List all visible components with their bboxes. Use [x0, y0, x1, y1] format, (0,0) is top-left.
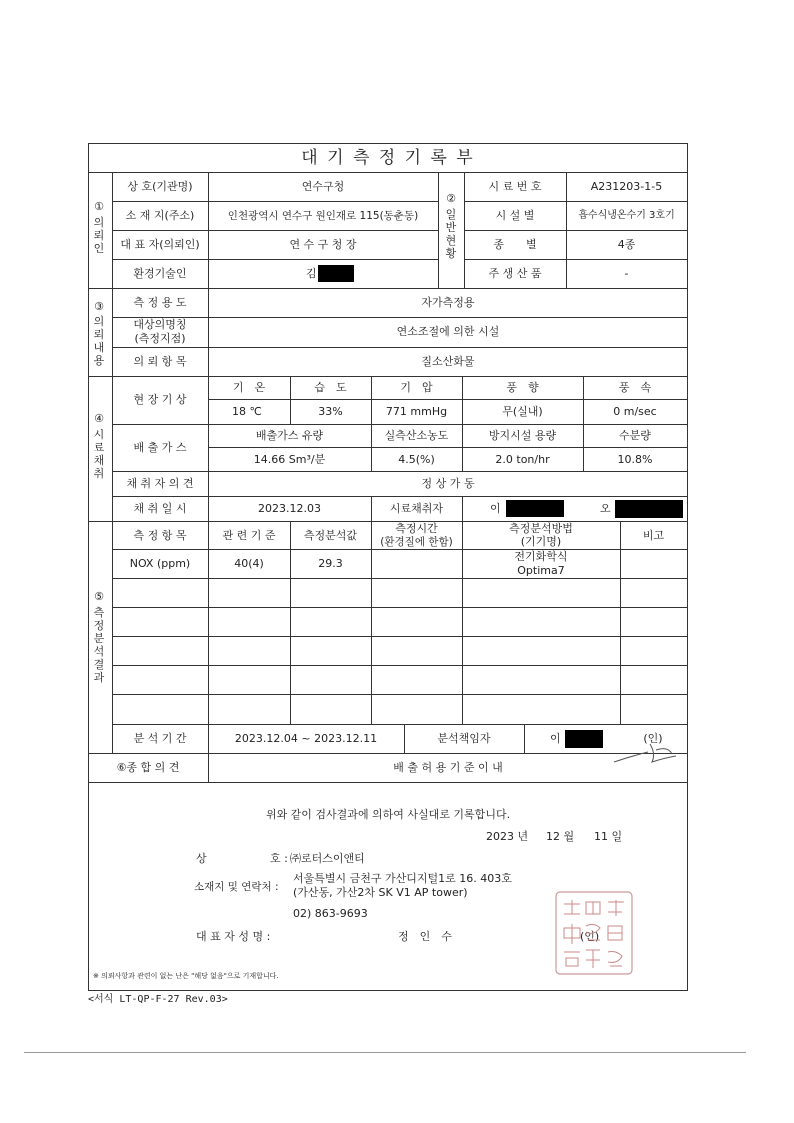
- issue-month: 12 월: [546, 830, 575, 843]
- overall-opinion: 배 출 허 용 기 준 이 내: [393, 761, 503, 774]
- result-device: Optima7: [517, 564, 565, 577]
- weather-header-pressure: 기 압: [400, 381, 433, 394]
- document-title: 대 기 측 정 기 록 부: [301, 148, 475, 168]
- sampling-date: 2023.12.03: [258, 502, 321, 515]
- product: -: [624, 267, 629, 280]
- weather-header-humidity: 습 도: [314, 381, 347, 394]
- sampler-opinion: 정 상 가 동: [421, 477, 475, 490]
- client-rep: 연 수 구 청 장: [289, 238, 357, 251]
- sample-no-label: 시 료 번 호: [488, 180, 542, 193]
- address-label: 소재지 및 연락처 :: [194, 881, 279, 893]
- address-line-2: (가산동, 가산2차 SK V1 AP tower): [293, 886, 468, 899]
- client-rep-label: 대 표 자(의뢰인): [120, 238, 200, 251]
- weather-header-wind-dir: 풍 향: [506, 381, 539, 394]
- class-label: 종 별: [493, 238, 537, 251]
- results-header-standard: 관 련 기 준: [222, 529, 276, 542]
- analysis-period-label: 분 석 기 간: [133, 732, 187, 745]
- weather-header-temp: 기 온: [232, 381, 266, 394]
- weather-wind-speed: 0 m/sec: [613, 405, 657, 418]
- sample-no: A231203-1-5: [590, 180, 663, 193]
- issue-year: 2023 년: [486, 830, 529, 843]
- weather-temp: 18 ℃: [232, 405, 262, 418]
- exhaust-header-moisture: 수분량: [619, 429, 651, 442]
- redaction-box: [615, 500, 683, 518]
- purpose: 자가측정용: [421, 296, 475, 309]
- results-header-value: 측정분석값: [303, 529, 358, 542]
- target-label-2: (측정지점): [134, 332, 186, 345]
- client-name-label: 상 호(기관명): [127, 180, 193, 193]
- analysis-period: 2023.12.04 ~ 2023.12.11: [234, 732, 378, 745]
- company-name: ㈜로터스이앤티: [290, 852, 365, 865]
- page-divider: [24, 1052, 746, 1053]
- result-standard: 40(4): [234, 557, 264, 570]
- results-header-method: 측정분석방법: [509, 522, 573, 535]
- exhaust-header-capacity: 방지시설 용량: [488, 429, 557, 442]
- exhaust-moisture: 10.8%: [617, 453, 653, 466]
- client-address-label: 소 재 지(주소): [125, 209, 195, 222]
- analyst-name: 이: [550, 732, 561, 745]
- client-address: 인천광역시 연수구 원인재로 115(동춘동): [227, 210, 419, 222]
- weather-humidity: 33%: [318, 405, 343, 418]
- target: 연소조절에 의한 시설: [396, 325, 500, 338]
- result-item: NOX (ppm): [129, 557, 191, 570]
- sampler-2: 오: [600, 502, 611, 515]
- result-value: 29.3: [318, 557, 343, 570]
- section4-number: ④: [94, 412, 104, 425]
- results-header-device: (기기명): [520, 535, 562, 548]
- representative-seal-mark: (인): [580, 930, 600, 943]
- representative-name: 정 인 수: [398, 930, 452, 943]
- product-label: 주 생 산 품: [488, 267, 542, 280]
- instruction-note: ※ 의뢰사항과 관련이 없는 난은 "해당 없음"으로 기재합니다.: [93, 972, 279, 980]
- results-header-item: 측 정 항 목: [133, 529, 187, 542]
- section1-label: 의뢰인: [93, 216, 105, 255]
- sampler-opinion-label: 채 취 자 의 견: [126, 477, 194, 490]
- exhaust-capacity: 2.0 ton/hr: [495, 453, 550, 466]
- result-method: 전기화학식: [514, 550, 568, 563]
- company-label-a: 상: [196, 852, 207, 865]
- weather-wind-dir: 무(실내): [502, 405, 543, 418]
- redaction-box: [565, 730, 603, 748]
- weather-pressure: 771 mmHg: [385, 405, 448, 418]
- weather-label: 현 장 기 상: [133, 393, 187, 406]
- purpose-label: 측 정 용 도: [133, 296, 187, 309]
- section1-number: ①: [94, 200, 104, 213]
- exhaust-label: 배 출 가 스: [133, 441, 187, 454]
- facility: 흡수식냉온수기 3호기: [578, 210, 675, 221]
- company-seal-stamp: [554, 890, 634, 976]
- sampling-date-label: 채 취 일 시: [133, 502, 187, 515]
- analyst-seal-mark: (인): [643, 732, 663, 745]
- section5-number: ⑤: [94, 590, 104, 603]
- phone: 02) 863-9693: [293, 907, 368, 920]
- section4-label: 시료채취: [93, 428, 105, 480]
- redaction-box: [318, 265, 354, 282]
- results-header-note: 비고: [642, 529, 665, 542]
- exhaust-header-oxygen: 실측산소농도: [384, 429, 449, 442]
- section2-label: 일반현황: [445, 208, 457, 260]
- sampler-label: 시료채취자: [389, 502, 444, 515]
- analyst-label: 분석책임자: [437, 732, 491, 745]
- company-label-b: 호 :: [270, 852, 288, 865]
- section3-label: 의뢰내용: [93, 315, 105, 367]
- overall-opinion-label: ⑥종 합 의 견: [116, 761, 180, 774]
- sampler-1: 이: [490, 502, 501, 515]
- form-number: <서식 LT-QP-F-27 Rev.03>: [88, 994, 228, 1005]
- section2-number: ②: [446, 192, 456, 205]
- results-header-time-note: (환경질에 한함): [380, 536, 453, 548]
- section3-number: ③: [94, 300, 104, 313]
- items: 질소산화물: [421, 355, 475, 368]
- tech-name: 김: [306, 267, 317, 280]
- class: 4종: [617, 238, 636, 251]
- weather-header-wind-speed: 풍 속: [618, 381, 652, 394]
- target-label-1: 대상의명칭: [133, 318, 187, 331]
- redaction-box: [506, 500, 564, 517]
- address-line-1: 서울특별시 금천구 가산디지털1로 16. 403호: [293, 872, 512, 885]
- items-label: 의 뢰 항 목: [133, 355, 187, 368]
- exhaust-header-flow: 배출가스 유량: [255, 429, 324, 442]
- certification-statement: 위와 같이 검사결과에 의하여 사실대로 기록합니다.: [265, 808, 511, 821]
- representative-label: 대 표 자 성 명 :: [196, 930, 271, 943]
- facility-label: 시 설 별: [495, 209, 535, 222]
- exhaust-flow: 14.66 Sm³/분: [253, 453, 326, 466]
- results-header-time: 측정시간: [395, 522, 438, 535]
- section5-label: 측정분석결과: [93, 606, 105, 684]
- tech-label: 환경기술인: [133, 267, 187, 280]
- issue-day: 11 일: [594, 830, 623, 843]
- exhaust-oxygen: 4.5(%): [398, 453, 435, 466]
- client-name: 연수구청: [301, 180, 345, 193]
